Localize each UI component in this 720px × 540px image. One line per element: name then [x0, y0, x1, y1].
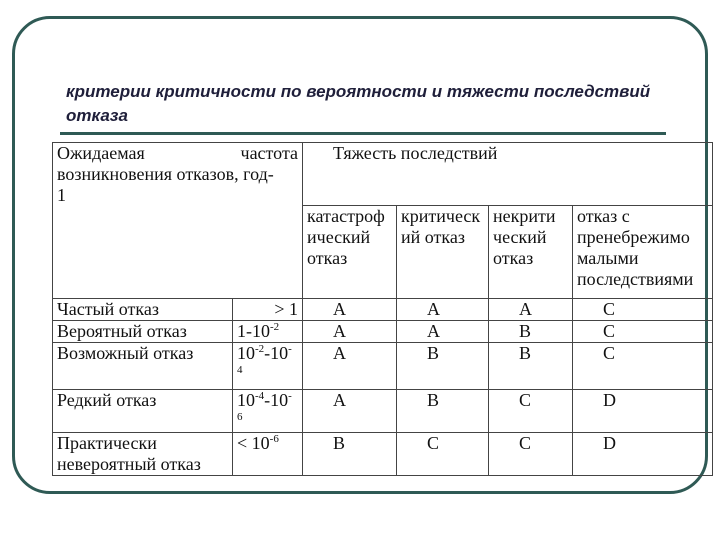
- freq-exp2: -: [288, 343, 292, 355]
- sev1-l3: отказ: [307, 248, 348, 268]
- cell-value: C: [573, 343, 713, 390]
- header-frequency-word1: Ожидаемая: [57, 143, 145, 163]
- criticality-table: [52, 142, 713, 476]
- row-name-l1: Практически: [57, 433, 157, 453]
- freq-exp: -2: [270, 321, 280, 333]
- freq-base1: 10: [237, 343, 255, 363]
- row-frequency: [233, 390, 303, 433]
- row-name: [53, 433, 233, 476]
- severity-negligible: [573, 206, 713, 299]
- table-row: [53, 390, 713, 433]
- freq-base1: 10: [237, 390, 255, 410]
- freq-tail: 6: [237, 411, 243, 423]
- header-frequency-word2: частота: [240, 143, 299, 163]
- cell-value: A: [303, 299, 397, 321]
- header-frequency: [53, 143, 303, 299]
- cell-value: B: [303, 433, 397, 476]
- sev4-l3: малыми: [577, 248, 639, 268]
- sev2-l2: ий отказ: [401, 227, 465, 247]
- row-name-l2: невероятный отказ: [57, 454, 201, 474]
- cell-value: B: [397, 343, 489, 390]
- header-frequency-line3: 1: [57, 185, 66, 205]
- table-row: [53, 299, 713, 321]
- row-frequency: [233, 343, 303, 390]
- row-name: Частый отказ: [53, 299, 233, 321]
- sev1-l2: ический: [307, 227, 371, 247]
- header-severity-label: Тяжесть последствий: [333, 143, 498, 163]
- freq-exp1: -4: [255, 390, 265, 402]
- severity-catastrophic: [303, 206, 397, 299]
- table-row: [53, 321, 713, 343]
- table-row: [53, 343, 713, 390]
- sev3-l1: некрити: [493, 206, 556, 226]
- cell-value: C: [397, 433, 489, 476]
- sev1-l1: катастроф: [307, 206, 385, 226]
- freq-base: 1-10: [237, 321, 270, 341]
- freq-base: < 10: [237, 433, 270, 453]
- cell-value: B: [397, 390, 489, 433]
- freq-tail: 4: [237, 364, 243, 376]
- sev3-l3: отказ: [493, 248, 534, 268]
- severity-critical: [397, 206, 489, 299]
- sev3-l2: ческий: [493, 227, 547, 247]
- cell-value: D: [573, 390, 713, 433]
- header-frequency-line2: возникновения отказов, год-: [57, 164, 274, 184]
- freq-exp1: -2: [255, 343, 265, 355]
- row-name: Вероятный отказ: [53, 321, 233, 343]
- sev4-l1: отказ с: [577, 206, 630, 226]
- table-row: [53, 433, 713, 476]
- sev2-l1: критическ: [401, 206, 481, 226]
- cell-value: B: [489, 321, 573, 343]
- cell-value: A: [303, 321, 397, 343]
- row-name: Редкий отказ: [53, 390, 233, 433]
- row-name: Возможный отказ: [53, 343, 233, 390]
- cell-value: C: [489, 433, 573, 476]
- cell-value: C: [573, 321, 713, 343]
- title-underline: [60, 132, 666, 135]
- cell-value: A: [489, 299, 573, 321]
- cell-value: A: [397, 299, 489, 321]
- cell-value: A: [303, 343, 397, 390]
- severity-noncritical: [489, 206, 573, 299]
- row-frequency: [233, 299, 303, 321]
- header-severity: [303, 143, 713, 206]
- row-frequency-text: > 1: [274, 299, 299, 319]
- row-frequency: [233, 433, 303, 476]
- cell-value: C: [489, 390, 573, 433]
- freq-base2: -10: [264, 390, 289, 410]
- freq-exp: -6: [269, 433, 279, 445]
- row-frequency: [233, 321, 303, 343]
- sev4-l4: последствиями: [577, 269, 694, 289]
- freq-exp2: -: [288, 390, 292, 402]
- cell-value: C: [573, 299, 713, 321]
- table-header-row: [53, 143, 713, 206]
- sev4-l2: пренебрежимо: [577, 227, 690, 247]
- cell-value: A: [303, 390, 397, 433]
- cell-value: A: [397, 321, 489, 343]
- freq-base2: -10: [264, 343, 289, 363]
- slide-title: критерии критичности по вероятности и тяжести последствий отказа: [66, 82, 651, 125]
- cell-value: D: [573, 433, 713, 476]
- cell-value: B: [489, 343, 573, 390]
